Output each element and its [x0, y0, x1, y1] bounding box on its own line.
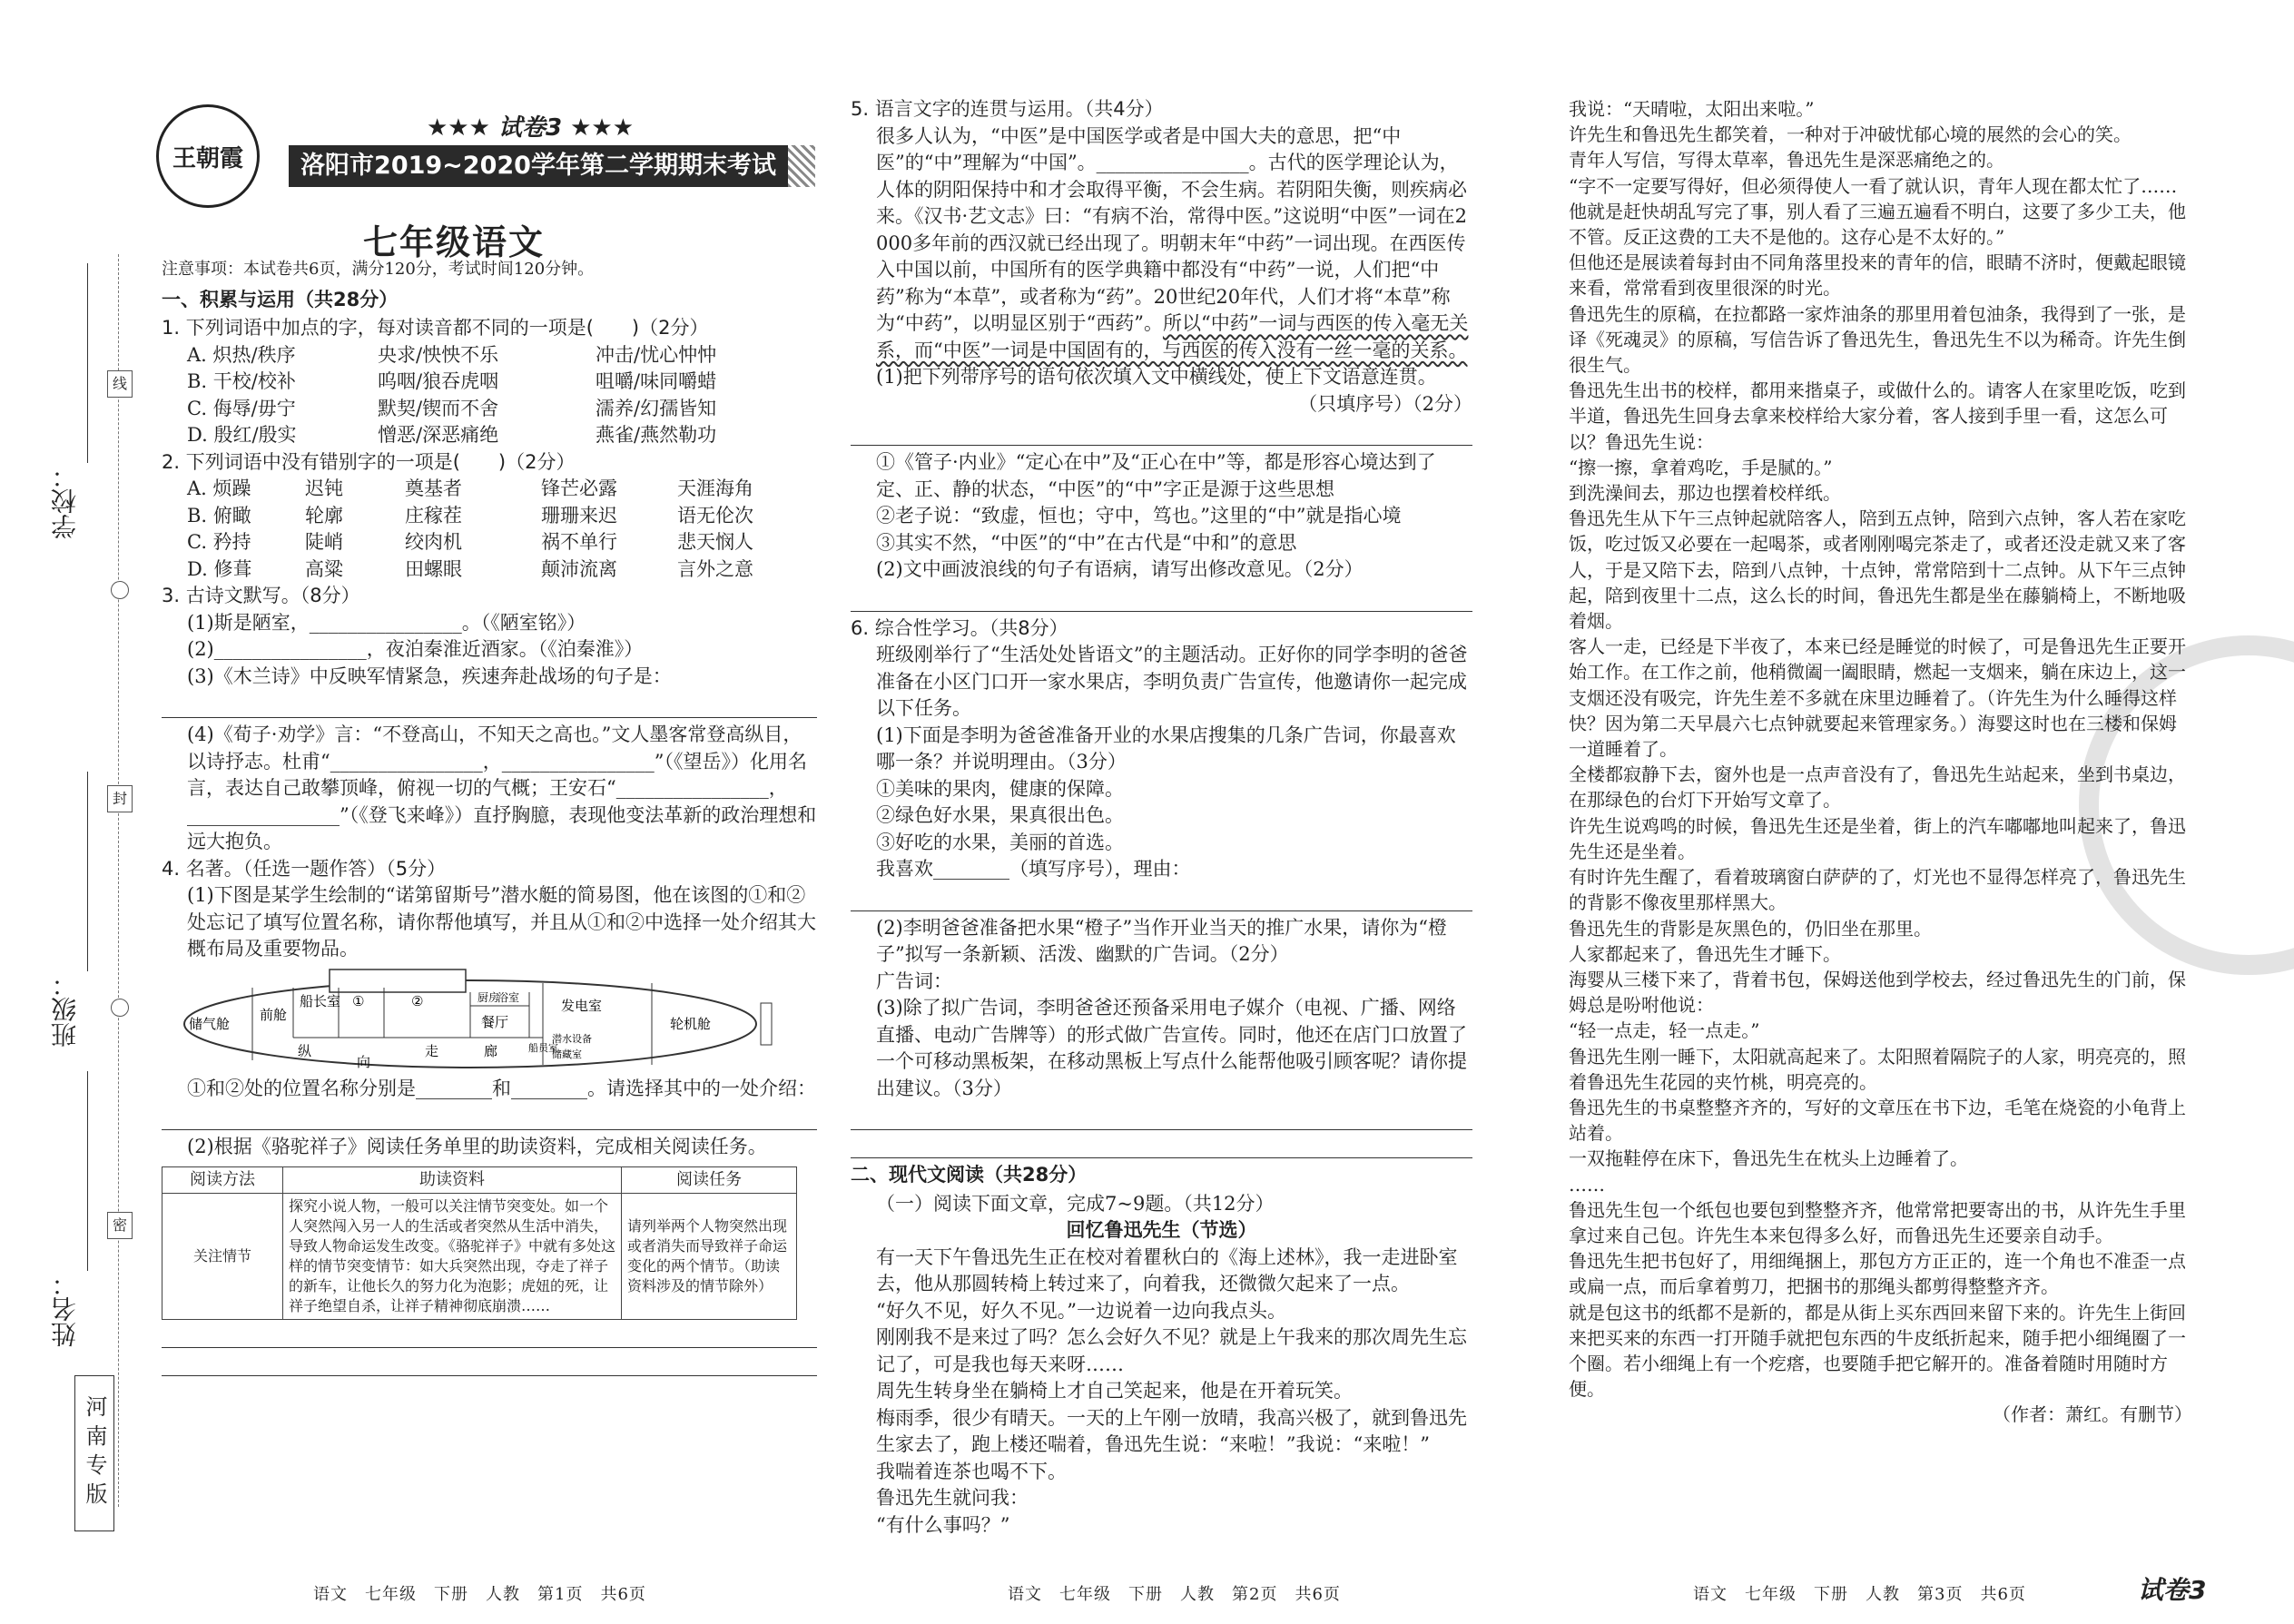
publisher-logo [156, 104, 260, 208]
q5-sentence-3: ③其实不然，“中医”的“中”在古代是“中和”的意思 [876, 531, 1297, 554]
opt-text: 迟钝 [305, 477, 343, 499]
article-para: 鲁迅先生刚一睡下，太阳就高起来了。太阳照着隔院子的人家，明亮亮的，照着鲁迅先生花园的夹竹桃，明亮亮的。 [1569, 1045, 2186, 1093]
school-field[interactable] [87, 263, 90, 463]
article-para: 鲁迅先生就问我： [876, 1487, 1029, 1509]
opt-text: 轮廓 [305, 504, 343, 527]
q1-option-c[interactable] [162, 396, 817, 423]
province-label: 河南专版 [74, 1375, 114, 1531]
table-header-task: 阅读任务 [622, 1166, 797, 1193]
exam-title-banner: 洛阳市2019~2020学年第二学期期末考试试卷 [289, 145, 788, 187]
column-2 [851, 96, 1472, 1539]
q6-item-1: (1)下面是李明为爸爸准备开业的水果店搜集的几条广告词，你最喜欢哪一条？并说明理由。（3分） [876, 723, 1456, 773]
article-para: 一双拖鞋停在床下，鲁迅先生在枕头上边睡着了。 [1569, 1147, 1968, 1170]
q1-option-a[interactable] [162, 342, 817, 369]
opt-text: 言外之意 [677, 557, 753, 580]
label-corridor-1: 纵 [298, 1042, 312, 1059]
section-2-title: 二、现代文阅读（共28分） [851, 1164, 1088, 1186]
label-front-cabin: 前舱 [260, 1006, 288, 1023]
article-para: 鲁迅先生把书包好了，用细绳捆上，那包方方正正的，连一个角也不准歪一点或扁一点，而后拿着剪刀，把捆书的那绳头都剪得整整齐齐。 [1569, 1250, 2186, 1298]
footer-page-3: 语文 七年级 下册 人教 第3页 共6页 [1693, 1585, 2026, 1604]
label-diving-gear: 潜水设备 [552, 1032, 592, 1045]
opt-text: 祸不单行 [541, 531, 617, 553]
opt-text: 颠沛流离 [541, 557, 617, 580]
article-para: 周先生转身坐在躺椅上才自己笑起来，他是在开着玩笑。 [876, 1380, 1353, 1402]
article-para: 青年人写信，写得太草率，鲁迅先生是深恶痛绝之的。 [1569, 149, 2004, 172]
opt-text: 呜咽/狼吞虎咽 [378, 370, 499, 392]
q6-ad-slogan[interactable]: 广告词： [876, 969, 952, 992]
q6-ad-2: ②绿色好水果，果真很出色。 [876, 804, 1124, 826]
article-para: 就是包这书的纸都不是新的，都是从街上买东西回来留下来的。许先生上街回来把买来的东西一打开随手就把包东西的牛皮纸折起来，随手把小细绳圈了一个圈。若小细绳上有一个疙瘩，也要随手把它解开的。准备着随时用随时方便。 [1569, 1301, 2186, 1401]
opt-text: 燕雀/燕然勒功 [596, 424, 717, 446]
opt-text: 冲击/忧心忡忡 [596, 343, 717, 366]
question-3: 3. 古诗文默写。（8分） [162, 585, 360, 606]
opt-text: 憎恶/深恶痛绝 [378, 424, 499, 446]
label-corridor-3: 走 [425, 1042, 439, 1059]
question-6: 6. 综合性学习。（共8分） [851, 616, 1068, 639]
opt-text: 陡峭 [305, 531, 343, 553]
article-para: 鲁迅先生的原稿，在拉都路一家炸油条的那里用着包油条，我得到了一张，是译《死魂灵》的原稿，写信告诉了鲁迅先生，鲁迅先生不以为稀奇。许先生倒很生气。 [1569, 302, 2186, 377]
article-para: 鲁迅先生从下午三点钟起就陪客人，陪到五点钟，陪到六点钟，客人若在家吃饭，吃过饭又必要在一起喝茶，或者刚刚喝完茶走了，或者还没走就又来了客人，于是又陪下去，陪到八点钟，十点钟，常常陪到十二点钟。从下午三点钟起，陪到夜里十二点，这么长的时间，鲁迅先生都是坐在藤躺椅上，不断地吸着烟。 [1569, 507, 2186, 633]
article-para: 我说：“天晴啦，太阳出来啦。” [1569, 98, 1815, 120]
answer-line[interactable] [851, 421, 1472, 446]
q2-option-a[interactable] [162, 476, 817, 503]
footer-page-2: 语文 七年级 下册 人教 第2页 共6页 [1008, 1585, 1341, 1604]
answer-line[interactable] [851, 587, 1472, 612]
q2-option-d[interactable] [162, 556, 817, 584]
answer-line[interactable] [162, 1324, 817, 1348]
table-header-method: 阅读方法 [162, 1166, 283, 1193]
label-crew-room: 船员室 [528, 1041, 558, 1054]
opt-text: A. 烦躁 [187, 477, 251, 499]
question-2: 2. 下列词语中没有错别字的一项是( )（2分） [162, 450, 576, 473]
question-5: 5. 语言文字的连贯与运用。（共4分） [851, 98, 1164, 120]
q4-item-1-blank[interactable]: ①和②处的位置名称分别是________和________。请选择其中的一处介绍： [187, 1077, 816, 1099]
opt-text: 濡养/幻孺皆知 [596, 397, 717, 419]
opt-text: 默契/锲而不舍 [378, 397, 499, 419]
article-title: 回忆鲁迅先生（节选） [1066, 1219, 1257, 1241]
table-cell-method: 关注情节 [162, 1193, 283, 1319]
label-corridor-4: 廊 [484, 1042, 498, 1059]
q6-favorite[interactable]: 我喜欢________（填写序号），理由： [876, 858, 1191, 880]
binding-hole [111, 581, 129, 599]
q5-sentence-2: ②老子说：“致虚，恒也；守中，笃也。”这里的“中”就是指心境 [876, 505, 1402, 527]
footer-page-1: 语文 七年级 下册 人教 第1页 共6页 [313, 1585, 646, 1604]
label-dining: 餐厅 [481, 1013, 509, 1030]
article-para: 有时许先生醒了，看着玻璃窗白萨萨的了，灯光也不显得怎样亮了，鲁迅先生的背影不像夜里那样黑大。 [1569, 866, 2186, 914]
exam-notice: 注意事项：本试卷共6页，满分120分，考试时间120分钟。 [162, 260, 595, 279]
question-1: 1. 下列词语中加点的字，每对读音都不同的一项是( )（2分） [162, 317, 709, 339]
article-para: 人家都起来了，鲁迅先生才睡下。 [1569, 942, 1841, 965]
answer-line[interactable] [851, 1106, 1472, 1130]
opt-text: 高粱 [305, 557, 343, 580]
article-para: 鲁迅先生出书的校样，都用来揩桌子，或做什么的。请客人在家里吃饭，吃到半道，鲁迅先生回身去拿来校样给大家分着，客人接到手里一看，这怎么可以？鲁迅先生说： [1569, 379, 2186, 453]
q1-option-b[interactable] [162, 369, 817, 396]
wavy-sentence: 所以“中药”一词与西医的传入毫无关系，而“中医”一词是中国固有的，与西医的传入没有一丝一毫的关系。 [876, 312, 1469, 361]
opt-text: D. 修葺 [187, 557, 252, 580]
label-blank-2: ② [411, 992, 424, 1009]
label-corridor-2: 向 [357, 1053, 371, 1070]
q5-item-2: (2)文中画波浪线的句子有语病，请写出修改意见。（2分） [876, 558, 1364, 580]
table-header-material: 助读资料 [283, 1166, 622, 1193]
article-para: 鲁迅先生的背影是灰黑色的，仍旧坐在那里。 [1569, 917, 1932, 940]
q5-passage [851, 123, 1472, 365]
article-para: 鲁迅先生的书桌整整齐齐的，写好的文章压在书下边，毛笔在烧瓷的小龟背上站着。 [1569, 1096, 2186, 1145]
column-3 [1543, 96, 2192, 1428]
article-para: 有一天下午鲁迅先生正在校对着瞿秋白的《海上述林》，我一走进卧室去，他从那圆转椅上转过来了，向着我，还微微欠起来了一点。 [876, 1245, 1458, 1294]
seal-seal: 封 [107, 785, 133, 812]
class-label: 班级： [50, 971, 80, 1048]
seal-secret: 密 [107, 1212, 133, 1239]
name-field[interactable] [87, 1071, 90, 1271]
article-para: 海婴从三楼下来了，背着书包，保姆送他到学校去，经过鲁迅先生的门前，保姆总是吩咐他说： [1569, 968, 2186, 1017]
class-field[interactable] [87, 772, 90, 971]
q4-item-2: (2)根据《骆驼祥子》阅读任务单里的助读资料，完成相关阅读任务。 [187, 1136, 767, 1157]
opt-text: 庄稼茬 [405, 504, 462, 527]
school-label: 学校： [50, 463, 80, 539]
opt-text: 绞肉机 [405, 531, 462, 553]
article-ellipsis: …… [1569, 1173, 1605, 1196]
label-captain-room: 船长室 [300, 992, 341, 1009]
opt-text: 奠基者 [405, 477, 462, 499]
opt-text: D. 殷红/殷实 [187, 424, 297, 446]
label-kitchen: 厨房 [478, 990, 500, 1004]
propeller [761, 1003, 772, 1045]
article-para: “字不一定要写得好，但必须得使人一看了就认识，青年人现在都太忙了……他就是赶快胡乱写完了事，别人看了三遍五遍看不明白，这要了多少工夫，他不管。反正这费的工夫不是他的。这存心是不太好的。” [1569, 174, 2186, 249]
article-para: 梅雨季，很少有晴天。一天的上午刚一放晴，我高兴极了，就到鲁迅先生家去了，跑上楼还喘着，鲁迅先生说：“来啦！”我说：“来啦！” [876, 1406, 1467, 1455]
article-para: “轻一点走，轻一点走。” [1569, 1019, 1760, 1042]
article-para: 刚刚我不是来过了吗？怎么会好久不见？就是上午我来的那次周先生忘记了，可是我也每天来呀…… [876, 1326, 1467, 1375]
answer-line[interactable] [162, 694, 817, 718]
footer-paper-badge: 试卷3 [2138, 1575, 2207, 1605]
passage-text: 很多人认为，“中医”是中国医学或者是中国大夫的意思，把“中医”的“中”理解为“中国”。________________。古代的医学理论认为，人体的阴阳保持中和才会取得平衡，不会生病。若阴阳失衡，则疾病必来。《汉书·艺文志》曰：“有病不治，常得中医。”这说明“中医”一词在2 000多年前的西汉就已经出现了。明朝末年“中药”一词出现。在西医传入中国以前，中国所有的医学典籍中都没有“中药”一说，人们把“中药”称为“本草”，或者称为“药”。20世纪20年代，人们才将“本草”称为“中药”，以明显区别于“西药”。 [876, 124, 1467, 334]
label-storage: 储藏室 [552, 1048, 582, 1060]
logo-text: 王朝霞 [172, 144, 243, 172]
q3-item-1[interactable]: (1)斯是陋室，________________。（《陋室铭》） [187, 611, 586, 634]
binding-hole [111, 999, 129, 1017]
q5-item-1-note: （只填序号）（2分） [1298, 392, 1472, 415]
q4-item-1: (1)下图是某学生绘制的“诺第留斯号”潜水艇的简易图，他在该图的①和②处忘记了填写位置名称，请你帮他填写，并且从①和②中选择一处介绍其大概布局及重要物品。 [187, 884, 816, 960]
submarine-diagram [162, 965, 815, 1074]
opt-text: C. 矜持 [187, 531, 251, 553]
label-gas-tank: 储气舱 [189, 1015, 231, 1032]
q5-item-1: (1)把下列带序号的语句依次填入文中横线处，使上下文语意连贯。 [876, 366, 1437, 388]
answer-line[interactable] [162, 1352, 817, 1376]
article-para: “好久不见，好久不见。”一边说着一边向我点头。 [876, 1299, 1286, 1322]
opt-text: 语无伦次 [677, 504, 753, 527]
reading-instruction: （一）阅读下面文章，完成7~9题。（共12分） [876, 1192, 1275, 1215]
label-power-room: 发电室 [561, 997, 603, 1014]
opt-text: A. 炽热/秩序 [187, 343, 296, 366]
tower [330, 969, 466, 992]
q3-item-4[interactable]: (4)《荀子·劝学》言：“不登高山，不知天之高也。”文人墨客常登高纵目，以诗抒志。杜甫“________________，________________”（《望岳》）化用名言，表达自己敢攀顶峰，俯视一切的气概；王安石“________________，________________”（《登飞来峰》）直抒胸臆，表现他变法革新的政治理想和远大抱负。 [187, 723, 817, 852]
q6-item-3: (3)除了拟广告词，李明爸爸还预备采用电子媒介（电视、广播、网络直播、电动广告牌等）的形式做广告宣传。同时，他还在店门口放置了一个可移动黑板架，在移动黑板上写点什么能帮他吸引顾客呢？请你提出建议。（3分） [876, 997, 1467, 1099]
label-engine-room: 轮机舱 [670, 1015, 712, 1032]
opt-text: 央求/怏怏不乐 [378, 343, 499, 366]
q3-item-2[interactable]: (2)________________，夜泊秦淮近酒家。（《泊秦淮》） [187, 638, 644, 660]
opt-text: 悲天悯人 [677, 531, 753, 553]
q6-intro: 班级刚举行了“生活处处皆语文”的主题活动。正好你的同学李明的爸爸准备在小区门口开一家水果店，李明负责广告宣传，他邀请你一起完成以下任务。 [876, 644, 1468, 719]
q6-item-2: (2)李明爸爸准备把水果“橙子”当作开业当天的推广水果，请你为“橙子”拟写一条新颖、活泼、幽默的广告词。（2分） [876, 916, 1447, 965]
name-label: 姓名： [50, 1271, 80, 1347]
reading-task-table [162, 1166, 797, 1320]
opt-text: B. 干校/校补 [187, 370, 296, 392]
article-para: “有什么事吗？” [876, 1513, 1010, 1536]
table-cell-task: 请列举两个人物突然出现或者消失而导致祥子命运变化的两个情节。（助读资料涉及的情节除外） [622, 1193, 797, 1319]
article-author: （作者：萧红。有删节） [1993, 1403, 2192, 1426]
opt-text: C. 侮辱/毋宁 [187, 397, 296, 419]
article-para: 但他还是展读着每封由不同角落里投来的青年的信，眼睛不济时，便戴起眼镜来看，常常看到夜里很深的时光。 [1569, 251, 2186, 300]
binding-dashed-line [118, 254, 119, 1507]
question-4: 4. 名著。（任选一题作答）（5分） [162, 857, 447, 880]
label-bathroom: 浴室 [497, 990, 520, 1004]
q2-option-c[interactable] [162, 529, 817, 556]
seal-line: 线 [107, 370, 133, 398]
answer-line[interactable] [851, 887, 1472, 911]
subject-title: 七年级语文 [363, 222, 546, 262]
article-para: 我喘着连茶也喝不下。 [876, 1460, 1067, 1482]
opt-text: 珊珊来迟 [541, 504, 617, 527]
article-para: 到洗澡间去，那边也摆着校样纸。 [1569, 482, 1841, 505]
article-para: 许先生说鸡鸣的时候，鲁迅先生还是坐着，街上的汽车嘟嘟地叫起来了，鲁迅先生还是坐着。 [1569, 814, 2186, 862]
opt-text: 天涯海角 [677, 477, 753, 499]
label-blank-1: ① [352, 992, 365, 1009]
article-para: 客人一走，已经是下半夜了，本来已经是睡觉的时候了，可是鲁迅先生正要开始工作。在工作之前，他稍微阖一阖眼睛，燃起一支烟来，躺在床边上，这一支烟还没有吸完，许先生差不多就在床里边睡着了。（许先生为什么睡得这样快？因为第二天早晨六七点钟就要起来管理家务。）海婴这时也在三楼和保姆一道睡着了。 [1569, 635, 2186, 761]
article-para: 全楼都寂静下去，窗外也是一点声音没有了，鲁迅先生站起来，坐到书桌边，在那绿色的台灯下开始写文章了。 [1569, 763, 2186, 812]
opt-text: B. 俯瞰 [187, 504, 251, 527]
answer-line[interactable] [851, 1134, 1472, 1158]
q3-item-3[interactable]: (3)《木兰诗》中反映军情紧急，疾速奔赴战场的句子是： [187, 664, 672, 687]
article-para: 许先生和鲁迅先生都笑着，一种对于冲破忧郁心境的展然的会心的笑。 [1569, 123, 2132, 146]
opt-text: 咀嚼/味同嚼蜡 [596, 370, 717, 392]
article-para: 鲁迅先生包一个纸包也要包到整整齐齐，他常常把要寄出的书，从许先生手里拿过来自己包。许先生本来包得多么好，而鲁迅先生还要亲自动手。 [1569, 1198, 2186, 1246]
q5-sentence-1: ①《管子·内业》“定心在中”及“正心在中”等，都是形容心境达到了定、正、静的状态，“中医”的“中”字正是源于这些思想 [876, 451, 1436, 500]
paper-series: ★★★ 试卷3 ★★★ [427, 114, 635, 142]
answer-line[interactable] [162, 1106, 817, 1130]
q2-option-b[interactable] [162, 503, 817, 530]
opt-text: 锋芒必露 [541, 477, 617, 499]
q6-ad-1: ①美味的果肉，健康的保障。 [876, 777, 1124, 800]
q6-ad-3: ③好吃的水果，美丽的首选。 [876, 831, 1124, 853]
article-para: “擦一擦，拿着鸡吃，手是腻的。” [1569, 456, 1833, 478]
table-cell-material: 探究小说人物，一般可以关注情节突变处。如一个人突然闯入另一人的生活或者突然从生活中消失，导致人物命运发生改变。《骆驼祥子》中就有多处这样的情节突变情节：如大兵突然出现，夺走了祥子的新车，让他长久的努力化为泡影；虎妞的死，让祥子绝望自杀，让祥子精神彻底崩溃…… [283, 1193, 622, 1319]
binding-strip [0, 0, 163, 1624]
section-1-title: 一、积累与运用（共28分） [162, 288, 399, 310]
opt-text: 田螺眼 [405, 557, 462, 580]
q1-option-d[interactable] [162, 422, 817, 449]
column-1 [162, 256, 817, 1380]
